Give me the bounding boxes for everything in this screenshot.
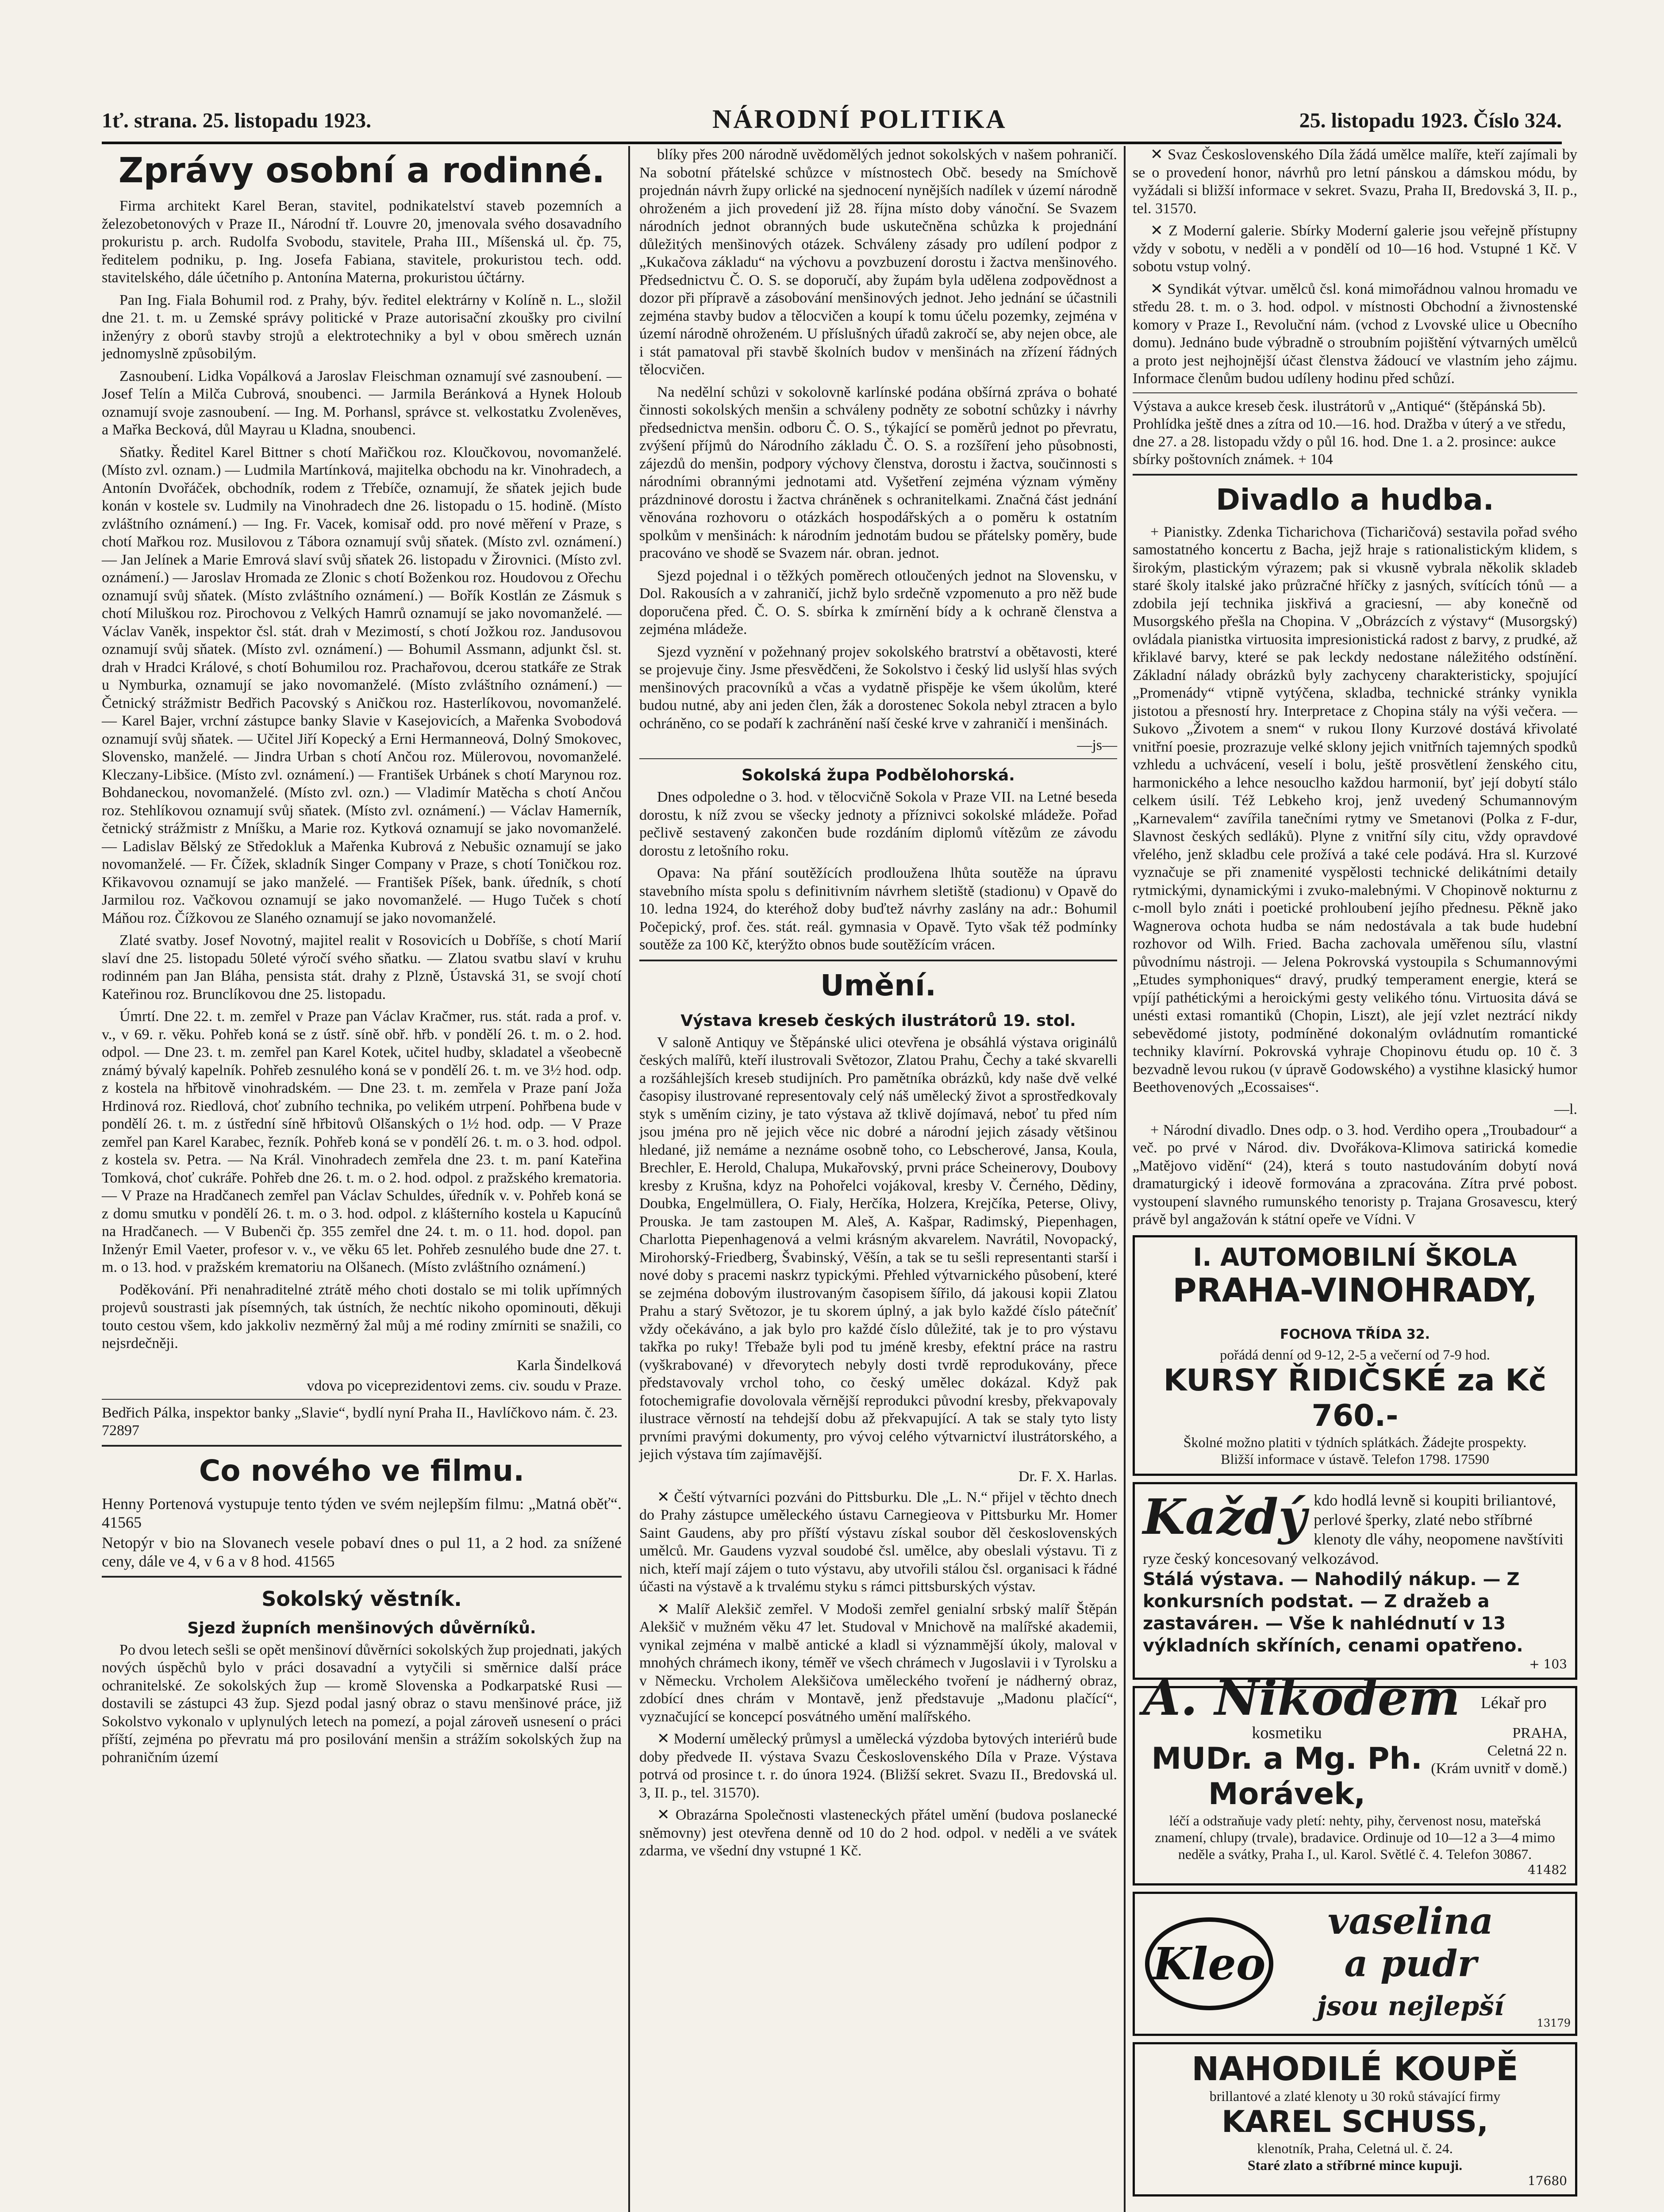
header-right: 25. listopadu 1923. Číslo 324. — [1299, 109, 1562, 132]
divider — [1133, 474, 1577, 476]
ad-course-price: KURSY ŘIDIČSKÉ za Kč 760.- — [1163, 1363, 1547, 1433]
subheading-zupa: Sokolská župa Podbělohorská. — [742, 766, 1015, 784]
author-sign: Dr. F. X. Harlas. — [1018, 1468, 1117, 1485]
ad-text: brillantové a zlaté klenoty u 30 roků stávající firmy — [1209, 2088, 1501, 2104]
article-paragraph: Poděkování. Při nenahraditelné ztrátě mého choti dostalo se mi tolik upřímných projevů soustrasti jak písemných, tak ústních, že nechtíc nikoho opominouti, děkuji touto cestou všem, kdo jakkoliv nezměrný žal můj a mé rodiny zmírniti se snažili, co nejsrdečněji. — [102, 1281, 622, 1352]
article-paragraph: Opava: Na přání soutěžících prodlouženа lhůta soutěže na úpravu stavebního místa spolu s definitivním návrhem sletiště (stadionu) v Opavě do 10. ledna 1924, do kteréhož doby buďtež návrhy zaslány na adr.: Bohumil Počepický, prof. čes. stát. reál. gymnasia v Opavě. Tyto však též podmínky soutěže za 100 Kč, kterýžto obnos bude soutěžícím vrácen. — [639, 865, 1117, 953]
article-paragraph: blíky přes 200 národně uvědomělých jednot sokolských v našem pohraničí. Na sobotní přátelské schůzce v místnostech Obč. besedy na Smíchově projednán návrh župy orlické na sjednocení nynějších nadílek v území národně ohroženém a jich provedení již 28. října místo doby vánoční. Se Svazem národních jednot obranných bude uskutečněna schůzka k projednání důležitých menšinových otázek. Schváleny zásady pro udílení podpor z „Kukačova základu“ na výchovu a povzbuzení dorostu i žactva menšinového. Předsednictvu Č. O. S. se doporučí, aby župám byla udělena zodpovědnost a dozor při přípravě a zásobování menšinových jednot. Jeho jednání se účastnili zejména stavby budov a tělocvičen a koupí k tomu účelu pozemky, zejména v území národně ohroženém. U příslušných úřadů zakročí se, aby nejen obce, ale i stát pamatoval při stavbě školních budov v menšinách na zřízení řádných tělocvičen. — [639, 146, 1117, 378]
notice-code: 72897 — [102, 1422, 139, 1439]
ad-code: 17590 — [1453, 1451, 1489, 1467]
author-sign: —l. — [1554, 1101, 1577, 1118]
article-paragraph: Sjezd pojednal i o těžkých poměrech otloučených jednot na Slovensku, v Dol. Rakousích a v zahraničí, jichž bylo srdečně vzpomenuto a pro něž bude doporučena před. Č. O. S. sbírka k zmírnění bídy a k ochraně členstva a zejména mládeže. — [639, 567, 1117, 637]
ad-info-text: Bližší informace v ústavě. Telefon 1798. — [1221, 1451, 1450, 1467]
ad-claim: jsou nejlepší — [1317, 1990, 1504, 2022]
ad-kleo — [1133, 1892, 1577, 2036]
signature-title: vdova po viceprezidentovi zems. civ. soudu v Praze. — [307, 1377, 622, 1394]
ad-address: FOCHOVA TŘÍDA 32. — [1280, 1326, 1430, 1342]
film-notice-text: Netopýr v bio na Slovanech vesele pobaví dnes o pul 11, a 2 hod. za snížené ceny, dále ve 4, v 6 a v 8 hod. — [102, 1533, 622, 1570]
article-paragraph: Po dvou letech sešli se opět menšinoví důvěrníci sokolských žup projednati, jakých nových úspěchů bylo v práci dosavadní a vytyčili si směrnice další práce ochranitelské. Ze sokolských žup — kromě Slovenska a Podkarpatské Rusi — dostavili se zástupci 43 žup. Sjezd podal jasný obraz o stavu menšinové práce, již Sokolstvo vykonalo v uplynulých letech na pomezí, a pojal zároveň usnesení o práci příští, zejména po převratu má pro posilování menšin a strážím sokolských žup na pohraničním území — [102, 1641, 622, 1766]
article-paragraph: ✕ Malíř Alekšič zemřel. V Modoši zemřel genialní srbský malíř Štěpán Alekšič v mužném věku 47 let. Studoval v Mnichově na malířské akademii, vynikal zejména v malbě antické a kladl si význammější úkoly, maloval v mnohých chrámech ikony, téměř ve všech chrámech v Jugoslavii i v Tyrolsku a v Německu. Vrcholem Alekšičova uměleckého tvoření je nádherný obraz, zdobící dnes chrám v Montavě, jenž představuje „Madonu plačící“, vyznačující se koncepcí posvátného umění malířského. — [639, 1601, 1117, 1725]
ad-jeweller-top — [1143, 1490, 1567, 1568]
ad-text: kdo hodlá levně si koupiti briliantové, perlové šperky, zlaté nebo stříbrné klenoty dle váhy, neopomene navštíviti ryze český koncesovaný velkozávod. — [1143, 1491, 1564, 1567]
article-paragraph: ✕ Čeští výtvarníci pozváni do Pittsburku. Dle „L. N.“ přijel v těchto dnech do Prahy zástupce uměleckého ústavu Carnegieova v Pittsburku Mr. Homer Saint Gaudens, aby pro příští výstavu získal soubor děl československých umělců. Mr. Gaudens vyzval soudobé čsl. umělce, aby obeslali výstavu. Ti z nich, kteří mají zájem o tuto výstavu, aby utvořili stálou čsl. organisaci k řádné účasti na výstavě a k trvalému styku s rámci pittsburských výstav. — [639, 1489, 1117, 1595]
article-paragraph: Pan Ing. Fiala Bohumil rod. z Prahy, býv. ředitel elektrárny v Kolíně n. L., složil dne 21. t. m. u Zemské správy politické v Praze autorisační zkoušky pro civilní inženýry z oborů stavby strojů a elektrotechniky a byl v obou směrech uznán jednomyslně způsobilým. — [102, 292, 622, 362]
film-notice — [102, 1533, 622, 1571]
article-paragraph: Zlaté svatby. Josef Novotný, majitel realit v Rosovicích u Dobříše, s chotí Marií slaví dne 25. listopadu 50leté výročí svého sňatku. — Zlatou svatbu slaví v kruhu rodinném pan Jan Bláha, pensista stát. drahy z Plzně, Ústavská 31, se svojí chotí Kateřinou roz. Brunclíkovou dne 25. listopadu. — [102, 932, 622, 1002]
ad-text: léčí a odstraňuje vady pletí: nehty, pihy, červenost nosu, mateřská znamení, chlupy (trvale), bradavice. Ordinuje od 10—12 a 3—4 mimo neděle a svátky, Praha I., ul. Karol. Světlé č. 4. Telefon 30867. — [1155, 1812, 1555, 1862]
ad-code: 17680 — [1527, 2173, 1567, 2188]
subheading-sokol: Sjezd župních menšinových důvěrníků. — [187, 1619, 536, 1637]
ad-brand-address — [1431, 1724, 1567, 1778]
film-notice-code: 41565 — [102, 1513, 142, 1531]
ad-title-location — [1143, 1272, 1567, 1346]
auction-notice-code: + 104 — [1298, 451, 1333, 468]
divider — [1133, 392, 1577, 393]
film-notice — [102, 1494, 622, 1532]
header-rule — [102, 142, 1562, 144]
ad-schedule: pořádá denní od 9-12, 2-5 a večerní od 7-9 hod. — [1220, 1346, 1490, 1363]
author-sign: —js— — [1077, 737, 1117, 753]
ad-title: NAHODILÉ KOUPĚ — [1191, 2050, 1518, 2088]
ad-big-word: Každý — [1143, 1488, 1307, 1545]
ad-product-1: vaselina — [1328, 1900, 1494, 1943]
article-paragraph: V saloně Antiquy ve Štěpánské ulici otevřena je obsáhlá výstava originálů českých malířů, kteří ilustrovali Světozor, Zlatou Prahu, Čechy a také skvarelli a rozšáhlejších kreseb studijních. Pro pamětníka obrázků, kdy naše dvě velké časopisy ilustrované representovaly celý náš umělecký život a sprostředkovaly styk s uměním ciziny, je tato výstava až tklivě dojímavá, neboť tu před ním jsou jména pro ně jejich věce nic dobré a národní jejich zásady většinou hledané, již nemáme a neznáme osobně toho, co Lebscherové, Jansa, Koula, Brechler, E. Herold, Chalupa, Mukařovský, prvni práce Scheinerovy, Doubovy kresby z Krušna, kdyz na Pohořelci vojákoval, kresby V. Černého, Dědiny, Doubka, Engelmüllera, O. Fialy, Herčíka, Holzera, Krejčíka, Peterse, Olivy, Prouska. Je tam zastoupen M. Aleš, A. Kašpar, Radimský, Piepenhagen, Charlotta Piepenhagenová a velmi krásným akvarelem. Navrátil, Novopacký, Mirohorský-Friedberg, Švabinský, Věšín, a tak se tu sešli representanti starší i nové doby s pracemi naskrz typickými. Přehled výtvarnického působení, které se zejména dobovým ilustrovaným časopisem šířilo, dá jakousi kopii Zlatou Prahu a starý Světozor, je tu skorem úplný, a jak bylo každé číslo pátečníť vždy očekáváno, a jak bylo pro každé číslo důležité, tak je to pro výstavu takřka po ruky! Třebaže byli pod tu jméně kresby, efektní práce na rastru (vyškrabované) v dřevorytech nebyly dosti tvrdě reprodukovány, přece představovaly vrchol toho, co český umělec dokázal. Když pak fotochemigrafie dovolovala věrnější reprodukci původní kresby, překvapovaly ilustrace věrností na tehdejší dobu až překvapující. A tak se staly tyto listy prvními pravými dokumenty, pro vývoj celého výtvarnictví ilustrátorského, a jejich výstava tím zajímavější. — [639, 1034, 1117, 1463]
ad-city: PRAHA, — [1512, 1724, 1567, 1741]
ad-code: 13179 — [1537, 2016, 1571, 2029]
article-paragraph: Sňatky. Ředitel Karel Bittner s chotí Mařičkou roz. Kloučkovou, novomanželé. (Místo zvl. oznam.) — Ludmila Martínková, majitelka obchodu na kr. Vinohradech, a Antonín Dvořáček, obchodník, rodem z Třebíče, oznamují, že sňatek jejich bude konán v kostele sv. Ludmily na Vinohradech dne 26. listopadu o 15. hodině. (Místo zvláštního oznámení.) — Ing. Fr. Vacek, komisař odd. pro nové měření v Praze, s chotí Mařkou roz. Musilovou z Tábora oznamují svůj sňatek. (Místo zvl. oznámení.) — Jan Jelínek a Marie Emrová slaví svůj sňatek 26. listopadu v Žirovnici. (Místo zvl. oznámení.) — Jaroslav Hromada ze Zlonic s chotí Boženkou roz. Houdovou z Ořechu oznamují svůj sňatek. (Místo zvláštního oznámení.) — Bořík Kostlán ze Zásmuk s chotí Miluškou roz. Pirochovou z Velkých Hamrů oznamují se jako novomanželé. — Václav Vaněk, inspektor čsl. stát. drah v Mezimostí, s chotí Jožkou roz. Jandusovou oznamují svůj sňatek. (Místo zvl. oznámení.) — Bohumil Assmann, adjunkt čsl. st. drah v Hradci Králové, s chotí Bohumilou roz. Prachařovou, dcerou statkáře ze Strak u Nymburka, oznamují se jako novomanželé. (Místo zvláštního oznámení.) — Četnický strážmistr Bedřich Pacovský s Aničkou roz. Hasterlíkovou, novomanželé. — Karel Bajer, vrchní zástupce banky Slavie v Kasejovicích, a Mařenka Svobodová oznamují svůj sňatek. — Učitel Jiří Kopecký a Erni Hermanneová, Dolný Smokovec, Slovensko, manželé. — Jindra Urban s chotí Ančou roz. Mülerovou, novomanželé. Kleczany-Libšice. (Místo zvl. oznámení.) — František Urbánek s chotí Marynou roz. Bohdaneckou, novomanželé. (Místo zvl. ozn.) — Vladimír Matěcha s chotí Ančou roz. Stehlíkovou oznamují svůj sňatek. (Místo zvl. oznámení.) — Václav Hamerník, četnický strážmistr z Mníšku, a Marie roz. Kytková oznamují se jako novomanželé. — Ladislav Bělský ze Středokluk a Mařenka Kubrová z Nebušic oznamují se jako novomanželé. — Fr. Čížek, skladník Singer Company v Praze, s chotí Toničkou roz. Křikavovou oznamují se jako manželé. — František Píšek, bank. úředník, s chotí Jarmilou roz. Vačkovou oznamují se jako novomanželé. — Hugo Tuček s chotí Máňou roz. Čížkovou ze Slaného oznamují se jako novomanželé. — [102, 444, 622, 926]
ad-text-bold: Stálá výstava. — Nahodilý nákup. — Z konkursních podstat. — Z dražeb a zastavárен. — Vše k nahlédnutí v 13 výkladních skříních, cenami opatřeno. — [1143, 1569, 1523, 1656]
ad-location: PRAHA-VINOHRADY, — [1172, 1271, 1537, 1310]
article-paragraph: ✕ Syndikát výtvar. umělců čsl. koná mimořádnou valnou hromadu ve středu 28. t. m. o 3. hod. odpol. v místnosti Obchodní a živnostenské komory v Praze I., Revoluční nám. (vchod z Lvovské ulice u Obecního domu). Jednáno bude výbradně o stroubním pojištění výtvarných umělců a proto jest nejhojnější účast členstva žádoucí ve vlastním jeho zájmu. Informace členům budou udíleny hodinu před schůzí. — [1133, 280, 1577, 387]
ad-street: Celetná 22 n. — [1487, 1742, 1567, 1759]
signature: Karla Šindelková — [517, 1357, 622, 1374]
header-left: 1ť. strana. 25. listopadu 1923. — [102, 109, 372, 132]
ad-products — [1278, 1900, 1543, 2028]
ad-text-2: Staré zlato a stříbrné mince kupuji. — [1247, 2157, 1463, 2173]
film-notice-text: Henny Portenová vystupuje tento týden ve svém nejlepším filmu: „Matná oběť“. — [102, 1494, 622, 1513]
ad-code: 41482 — [1527, 1862, 1567, 1877]
auction-notice-text: Výstava a aukce kreseb česk. ilustrátorů v „Antiqué“ (štěpánská 5b). Prohlídka ještě dnes a zítra od 10.—16. hod. Dražba v úterý a ve středu, dne 27. a 28. listopadu vždy o půl 16. hod. Dne 1. a 2. prosince: aukce sbírky poštovních známek. — [1133, 398, 1566, 468]
running-head — [102, 104, 1562, 139]
ad-street-note: (Krám uvnitř v domě.) — [1431, 1760, 1567, 1777]
ad-address: klenotník, Praha, Celetná ul. č. 24. — [1257, 2140, 1453, 2156]
column-3 — [1133, 146, 1577, 2212]
section-heading-umeni: Umění. — [820, 968, 936, 1002]
divider — [102, 1445, 622, 1447]
ad-title: I. AUTOMOBILNÍ ŠKOLA — [1193, 1243, 1517, 1272]
article-paragraph: Sjezd vyznění v požehnaný projev sokolského bratrství a obětavosti, které se projevuje činy. Jsme přesvědčeni, že Sokolstvo i český lid uslyší hlas svých menšinových pracovníků a včas a vydatně přispěje ke všem úkolům, které budou nutné, aby ani jeden člen, žák a dorostenec Sokola nebyl ztracen a bylo ochráněno, co se podaří k zachránění naší české krve v zahraničí i menšinách. — [639, 643, 1117, 732]
ad-schuss — [1133, 2042, 1577, 2197]
section-heading-film: Co nového ve filmu. — [199, 1453, 525, 1488]
article-paragraph: Zasnoubení. Lidka Vopálková a Jaroslav Fleischman oznamují své zasnoubení. — Josef Telín a Milča Cubrová, snoubenci. — Jarmila Beránková a Hynek Holoub oznamují svoje zasnoubení. — Ing. M. Porhansl, správce st. velkostatku Zvoleněves, a Mařka Becková, důl Mayrau u Kladna, snoubenci. — [102, 368, 622, 438]
article-paragraph: Dnes odpoledne o 3. hod. v tělocvičně Sokola v Praze VII. na Letné beseda dorostu, k níž zvou se všecky jednoty a příznivci sokolské mládeže. Pořad pečlivě sestavený zakončen bude rozdáním diplomů vítězům ze závodu dorostu z letošního roku. — [639, 789, 1117, 859]
masthead-title: NÁRODNÍ POLITIKA — [712, 104, 1007, 134]
divider — [639, 960, 1117, 961]
ad-automobile-school — [1133, 1235, 1577, 1476]
ad-brand: A. Nikodem — [1143, 1669, 1460, 1726]
auction-notice — [1133, 398, 1577, 469]
kleo-logo-text: Kleo — [1153, 1937, 1266, 1990]
article-paragraph: ✕ Svaz Československého Díla žádá umělce malíře, kteří zajímali by se o provedení honor, návrhů pro letní pánskou a dámskou módu, by vyžádali si bližší informace v sekret. Svazu, Praha II, Bredovská 3, II. p., tel. 31570. — [1133, 146, 1577, 217]
article-paragraph: ✕ Z Moderní galerie. Sbírky Moderní galerie jsou veřejně přístupny vždy v sobotu, v neděli a v pondělí od 10—16 hod. Vstupné 1 Kč. V sobotu vstup volný. — [1133, 223, 1577, 275]
column-rule-2 — [1124, 146, 1126, 2212]
article-paragraph: + Pianistky. Zdenka Ticharichova (Ticharičová) sestavila pořad svého samostatného koncertu z Bacha, jejž hraje s rationalistickým klidem, s širokým, plastickým výrazem; pak si vkusně vybrala několik skladeb staré školy italské jako průzračné hříčky z jasných, svítících tónů — a zdobila její technika jiskřivá a graciesní, — aby konečně od Musorgského přešla na Chopina. V „Obrázcích z výstavy“ (Musorgský) ovládala pianistka virtuosita impresionistická radost z barvy, z prudké, až křiklavé barvy, které se pak leckdy nedostane náležitého odstínění. Základní nálady obrázků byly zachyceny charakteristicky, spojující „Promenády“ vtipně vytýčena, skladba, technické stránky vynikla jistotou a přesností hry. Interpretace z Chopina stály na výši večera. — Sukovo „Životem a snem“ v rukou Ilony Kurzové dostává křivolaté vnitřní poesie, prozrazuje velké sklony jejich vnitřních tajemných spodků vzhledu a uchvácení, veselí i bolu, ještě prosvětlení ženského citu, harmonického a lehce nesouclho každou harmonií, byť její dobytí stálo celkem úsilí. Též Lebkeho kroj, jenž uvedený Schumannovým „Karnevalem“ zavířila tanečními rytmy ve Smetanovi (Polka z F-dur, Slavnost českých sedláků). Plyne z vnitřní síly citu, vždy opravdové vřelého, jenž skladbu cele prožívá a také cele podává. Hra sl. Kurzové vyznačuje se při znamenité vyspělosti technické delikátními detaily rytmickými, dynamickými i zvuko-malebnými. V Chopinově nokturnu z c-moll bylo znáti i poetické prohloubení jejího přednesu. Pěkně jako Wagnerova ochota hudba se nám nedostávala a tak bude hudební rozhovor od Wilh. Fried. Bacha zachovala uměřenou sílu, vlastní původnímu nástroji. — Jelena Pokrovská vystoupila s Schumannovými „Etudes symphoniques“ dravý, prudký temperament energie, která se vpíjí pathétickými a heroickými gesty velikého tónu. Virtuosita dává se unésti extasi romantiků (Chopin, Liszt), ale její vzlet neztrácí nikdy sebevědomé jistoty, podmíněné dokonalým ovládnutím romantické techniky klavírní. Pokrovská vyhraje Chopinovu étudu op. 10 č. 3 bezvadně levou rukou (v úpravě Godowského) a vystihne klasický humor Beethovenových „Ecossaises“. — [1133, 523, 1577, 1095]
ad-payment: Školné možno platiti v týdních splátkách. Žádejte prospekty. — [1183, 1434, 1527, 1450]
ad-product-2: a pudr — [1344, 1942, 1477, 1985]
ad-code: + 103 — [1529, 1656, 1567, 1671]
ad-info — [1143, 1451, 1567, 1467]
divider — [102, 1576, 622, 1578]
divider — [639, 758, 1117, 759]
film-notice-code: 41565 — [295, 1552, 335, 1570]
column-rule-1 — [628, 146, 630, 2212]
kleo-logo-icon — [1143, 1913, 1276, 2015]
article-paragraph: ✕ Moderní umělecký průmysl a umělecká výzdoba bytových interiérů bude doby předvede II. výstava Svazu Československého Díla v Praze. Výstava potrvá od prosince t. r. do února 1924. (Bližší sekret. Svazu II., Bredovská ul. 3, II. p., tel. 31570). — [639, 1731, 1117, 1801]
section-heading-divadlo: Divadlo a hudba. — [1216, 482, 1494, 517]
section-heading-personal: Zprávy osobní a rodinné. — [118, 151, 605, 191]
column-2 — [639, 146, 1117, 2212]
article-paragraph: ✕ Obrazárna Společnosti vlasteneckých přátel umění (budova poslanecké sněmovny) jest otevřena denně od 10 do 2 hod. odpol. v neděli a ve svátek zdarma, ve všední dny vstupné 1 Kč. — [639, 1807, 1117, 1859]
subheading-umeni: Výstava kreseb českých ilustrátorů 19. stol. — [680, 1011, 1076, 1030]
column-1 — [102, 146, 622, 2212]
article-paragraph: Firma architekt Karel Beran, stavitel, podnikatelství staveb pozemních a železobetonových v Praze II., Národní tř. Louvre 20, jmenovala svého dosavadního prokuristu p. arch. Rudolfa Svobodu, stavitele, Praha III., Míšenská ul. čp. 75, ředitelem podniku, p. Ing. Josefa Fabiana, stavitele, prokuristou tech. odd. stavitelského, dále účetního p. Antonína Materna, prokuristou účtárny. — [102, 198, 622, 286]
ad-doctor-name: MUDr. a Mg. Ph. Morávek, — [1151, 1741, 1422, 1812]
notice — [102, 1404, 622, 1440]
article-paragraph: Úmrtí. Dne 22. t. m. zemřel v Praze pan Václav Kračmer, rus. stát. rada a prof. v. v., v 69. r. věku. Pohřeb koná se z ústř. síně obř. hřb. v pondělí 26. t. m. o 2. hod. odpol. — Dne 23. t. m. zemřel pan Karel Kotek, učitel hudby, skladatel a všeobecně známý bývalý kapelník. Pohřeb zesnulého koná se v pondělí 26. t. m. ve 3½ hod. odp. z kostela na hřbitově vinohradském. — Dne 23. t. m. zemřela v Praze paní Joža Hrdinová roz. Riedlová, choť zubního technika, po velikém utrpení. Pohřbena bude v pondělí 26. t. m. z ústřední síně hřbitovů Olšanských o 1½ hod. odp. — V Praze zemřel pan Karel Karabec, řezník. Pohřeb koná se v pondělí 26. t. m. o 3. hod. odpol. z kostela sv. Petra. — Na Král. Vinohradech zemřela dne 23. t. m. paní Kateřina Tomková, choť cukráře. Pohřeb dne 26. t. m. o 2. hod. odpol. z pražského krematoria. — V Praze na Hradčanech zemřel pan Václav Schuldes, úředník v. v. Pohřeb koná se z domu smutku v pondělí 26. t. m. o 3. hod. odpol. z klášterního kostela u Kapucínů na Hradčanech. — V Bubenči čp. 355 zemřel dne 24. t. m. o 11. hod. dopol. pan Inženýr Emil Vaeter, profesor v. v., ve věku 65 let. Pohřeb zesnulého bude dne 27. t. m. o 13. hod. v pražském krematoriu na Olšanech. (Místo zvláštního oznámení.) — [102, 1008, 622, 1275]
divider — [102, 1399, 622, 1400]
article-paragraph: Na nedělní schůzi v sokolovně karlínské podána obšírná zpráva o bohaté činnosti sokolských menšin a schváleny podněty ze sobotní schůzky i návrhy předsednictva menšin. odboru Č. O. S., týkající se poměrů jednot po převratu, zvýšení příjmů do Národního základu Č. O. S. a rozšíření jeho působnosti, zájezdů do menšin, podpory výchovy členstva, dorostu i žactva, součinnosti s národními obrannými jednotami atd. Vyšetření zejména význam výměny prázdninové dorostu i žactva chráněnek s ochranitelkami. Značná část jednání věnována rozhovoru o otázkách hospodářských a o poměru k ostatním spolkům v menšinách: k národním jednotám budou se přátelsky poměry, bude pracováno ve shodě se Svazem nár. obran. jednot. — [639, 384, 1117, 561]
section-heading-sokol: Sokolský věstník. — [261, 1586, 462, 1611]
ad-title: Lékař pro kosmetiku — [1252, 1693, 1547, 1742]
notice-text: Bedřich Pálka, inspektor banky „Slavie“, bydlí nyní Praha II., Havlíčkovo nám. č. 23. — [102, 1404, 618, 1421]
article-paragraph: + Národní divadlo. Dnes odp. o 3. hod. Verdiho opera „Troubadour“ a več. po prvé v Národ. div. Dvořákova-Klimova satirická komedie „Matějovo vidění“ (24), která s touto nastudováním dobytí nová dramaturgický i ideově formována a zpracována. Zítra prvé pobost. vystoupení slavného rumunského tenoristy p. Trajana Grosavescu, který právě byl angažován k státní opeře ve Vídni. V — [1133, 1121, 1577, 1228]
ad-name: KAREL SCHUSS, — [1222, 2104, 1488, 2139]
